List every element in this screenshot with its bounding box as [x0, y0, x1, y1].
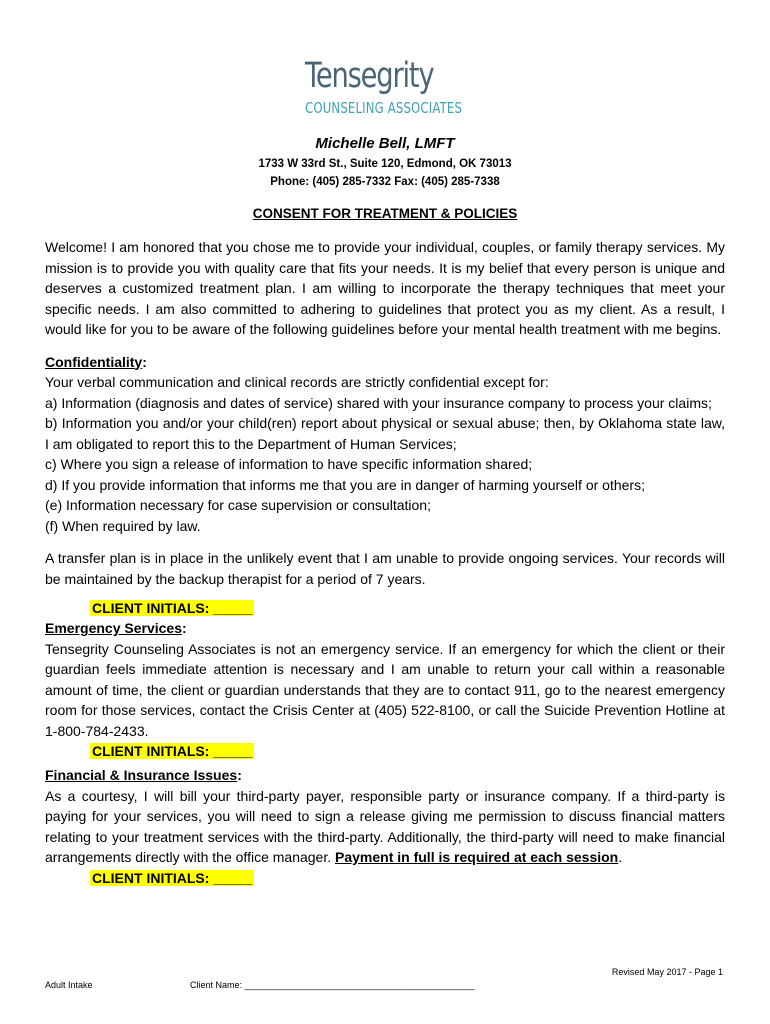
- payment-emphasis: Payment in full is required at each session: [335, 849, 619, 865]
- client-initials-label: CLIENT INITIALS: _____: [92, 600, 253, 616]
- company-logo: [305, 56, 465, 117]
- intro-paragraph: Welcome! I am honored that you chose me to provide your individual, couples, or family therapy services. My mission is to provide you with quality care that fits your needs. It is my belief that every person is unique and deserves a customized treatment plan. I am willing to incorporate the therapy techniques that meet your specific needs. I am also committed to adhering to guidelines that protect you as my client. As a result, I would like for you to be aware of the following guidelines before your mental health treatment with me begins.: [45, 239, 725, 337]
- confidentiality-item: (f) When required by law.: [45, 517, 201, 534]
- confidentiality-item: a) Information (diagnosis and dates of service) shared with your insurance company to process your claims;: [45, 394, 712, 411]
- confidentiality-lead: Your verbal communication and clinical records are strictly confidential except for:: [45, 374, 549, 390]
- financial-paragraph: As a courtesy, I will bill your third-party payer, responsible party or insurance company. If a third-party is paying for your services, you will need to sign a release giving me permission to discuss financial matters relating to your treatment services with the third-party. Additionally, the third-party will need to make financial arrangements directly with the office manager. Payment in full is required at each session.: [45, 787, 725, 865]
- client-initials-line[interactable]: [90, 868, 725, 888]
- financial-heading: Financial & Insurance Issues:: [45, 767, 242, 783]
- transfer-plan-paragraph: A transfer plan is in place in the unlikely event that I am unable to provide ongoing services. Your records will be maintained by the backup therapist for a period of 7 years.: [45, 550, 725, 587]
- client-initials-line[interactable]: [90, 741, 725, 761]
- document-title: CONSENT FOR TREATMENT & POLICIES: [252, 206, 518, 221]
- emergency-heading: Emergency Services:: [45, 620, 187, 636]
- confidentiality-item: b) Information you and/or your child(ren) report about physical or sexual abuse; then, by Oklahoma state law, I am obligated to report this to the Department of Human Services;: [45, 415, 725, 452]
- office-address: 1733 W 33rd St., Suite 120, Edmond, OK 73013: [258, 158, 512, 170]
- confidentiality-item: c) Where you sign a release of information to have specific information shared;: [45, 456, 533, 472]
- confidentiality-heading: Confidentiality:: [45, 353, 147, 370]
- form-name-footer: Adult Intake: [45, 980, 93, 990]
- client-initials-label: CLIENT INITIALS: _____: [92, 743, 253, 759]
- document-body: [45, 237, 725, 888]
- therapist-name: Michelle Bell, LMFT: [315, 135, 455, 152]
- revision-footer: Revised May 2017 - Page 1: [611, 967, 723, 977]
- client-initials-line[interactable]: [90, 598, 725, 618]
- office-phone-fax: Phone: (405) 285-7332 Fax: (405) 285-7338: [270, 176, 500, 188]
- confidentiality-item: d) If you provide information that informs me that you are in danger of harming yourself or others;: [45, 476, 645, 493]
- client-initials-label: CLIENT INITIALS: _____: [92, 869, 253, 886]
- confidentiality-item: (e) Information necessary for case supervision or consultation;: [45, 497, 431, 513]
- client-name-field[interactable]: Client Name: ______________________________________________: [190, 980, 475, 990]
- logo-subtitle: COUNSELING ASSOCIATES: [305, 99, 463, 117]
- logo-wordmark: Tensegrity: [305, 56, 434, 96]
- emergency-paragraph: Tensegrity Counseling Associates is not an emergency service. If an emergency for which the client or their guardian feels immediate attention is necessary and I am unable to return your call within a reasonable amount of time, the client or guardian understands that they are to contact 911, go to the nearest emergency room for those services, contact the Crisis Center at (405) 522-8100, or call the Suicide Prevention Hotline at 1-800-784-2433.: [45, 640, 725, 739]
